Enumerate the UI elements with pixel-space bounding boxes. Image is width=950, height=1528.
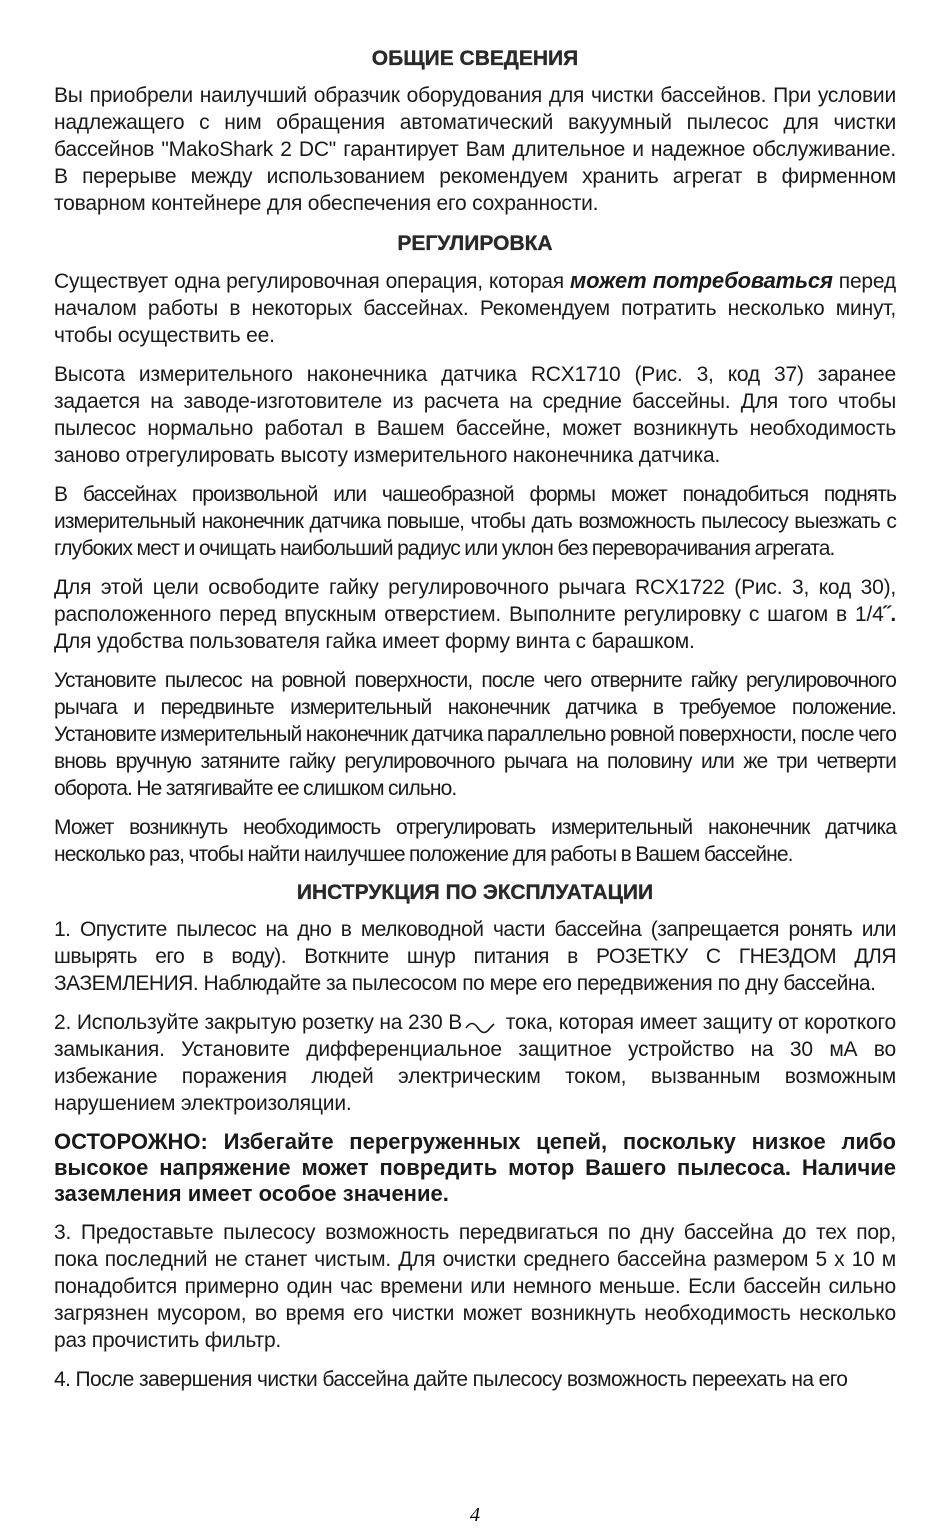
operation-item-2-start: 2. Используйте закрытую розетку на 230 В xyxy=(54,1011,463,1034)
adjustment-emphasis: может потребоваться xyxy=(570,268,833,293)
adjustment-paragraph-4 xyxy=(54,574,896,655)
adjustment-paragraph-1-start: Существует одна регулировочная операция, которая xyxy=(54,270,571,293)
adjustment-paragraph-1 xyxy=(54,267,896,349)
adjustment-paragraph-5: Установите пылесос на ровной поверхности, после чего отверните гайку регулировочного рычага и передвиньте измерительный наконечник датчика в требуемое положение. Установите измерительный наконечник датчика параллельно ровной поверхности, после чего вновь вручную затяните гайку регулировочного рычага на половину или же три четверти оборота. Не затягивайте ее слишком сильно. xyxy=(54,669,896,800)
warning-paragraph: ОСТОРОЖНО: Избегайте перегруженных цепей, поскольку низкое либо высокое напряжение может повредить мотор Вашего пылесоса. Наличие заземления имеет особое значение. xyxy=(54,1129,896,1206)
operation-item-3: 3. Предоставьте пылесосу возможность передвигаться по дну бассейна до тех пор, пока последний не станет чистым. Для очистки среднего бассейна размером 5 х 10 м понадобится примерно один час времени или немного меньше. Если бассейн сильно загрязнен мусором, во время его чистки может возникнуть необходимость несколько раз прочистить фильтр. xyxy=(54,1221,896,1352)
page-number: 4 xyxy=(470,1504,480,1526)
adjustment-paragraph-4-end: Для удобства пользователя гайка имеет форму винта с барашком. xyxy=(54,630,695,653)
operation-item-4: 4. После завершения чистки бассейна дайте пылесосу возможность переехать на его xyxy=(54,1368,848,1391)
general-paragraph-1: Вы приобрели наилучший образчик оборудования для чистки бассейнов. При условии надлежащего с ним обращения автоматический вакуумный пылесос для чистки бассейнов "MakoShark 2 DC" гарантирует Вам длительное и надежное обслуживание. В перерыве между использованием рекомендуем хранить агрегат в фирменном товарном контейнере для обеспечения его сохранности. xyxy=(54,84,896,215)
adjustment-paragraph-3: В бассейнах произвольной или чашеобразной формы может понадобиться поднять измерительный наконечник датчика повыше, чтобы дать возможность пылесосу выезжать с глубоких мест и очищать наибольший радиус или уклон без переворачивания агрегата. xyxy=(54,483,896,560)
operation-item-2-end: тока, которая имеет защиту от короткого замыкания. Установите дифференциальное защитное устройство на 30 мА во избежание поражения людей электрическим током, вызванным возможным нарушением электроизоляции. xyxy=(54,1011,896,1115)
adjustment-paragraph-1-end: перед началом работы в некоторых бассейнах. Рекомендуем потратить несколько минут, чтобы осуществить ее. xyxy=(54,270,896,347)
adjustment-paragraph-2: Высота измерительного наконечника датчика RCX1710 (Рис. 3, код 37) заранее задается на заводе-изготовителе из расчета на средние бассейны. Для того чтобы пылесос нормально работал в Вашем бассейне, может возникнуть необходимость заново отрегулировать высоту измерительного наконечника датчика. xyxy=(54,363,896,467)
operation-item-2 xyxy=(54,1009,896,1117)
heading-adjustment: РЕГУЛИРОВКА xyxy=(397,232,553,255)
heading-operation: ИНСТРУКЦИЯ ПО ЭКСПЛУАТАЦИИ xyxy=(296,881,654,904)
heading-general: ОБЩИЕ СВЕДЕНИЯ xyxy=(371,47,579,70)
adjustment-paragraph-6: Может возникнуть необходимость отрегулировать измерительный наконечник датчика несколько раз, чтобы найти наилучшее положение для работы в Вашем бассейне. xyxy=(54,816,896,866)
operation-item-1: 1. Опустите пылесос на дно в мелководной части бассейна (запрещается ронять или швырять его в воду). Воткните шнур питания в РОЗЕТКУ С ГНЕЗДОМ ДЛЯ ЗАЗЕМЛЕНИЯ. Наблюдайте за пылесосом по мере его передвижения по дну бассейна. xyxy=(54,918,896,995)
adjustment-paragraph-4-start: Для этой цели освободите гайку регулировочного рычага RCX1722 (Рис. 3, код 30), расположенного перед впускным отверстием. Выполните регулировку с шагом в 1/4 xyxy=(54,576,896,626)
inch-mark: ˝. xyxy=(883,603,896,626)
alternating-current-icon xyxy=(464,1016,498,1030)
